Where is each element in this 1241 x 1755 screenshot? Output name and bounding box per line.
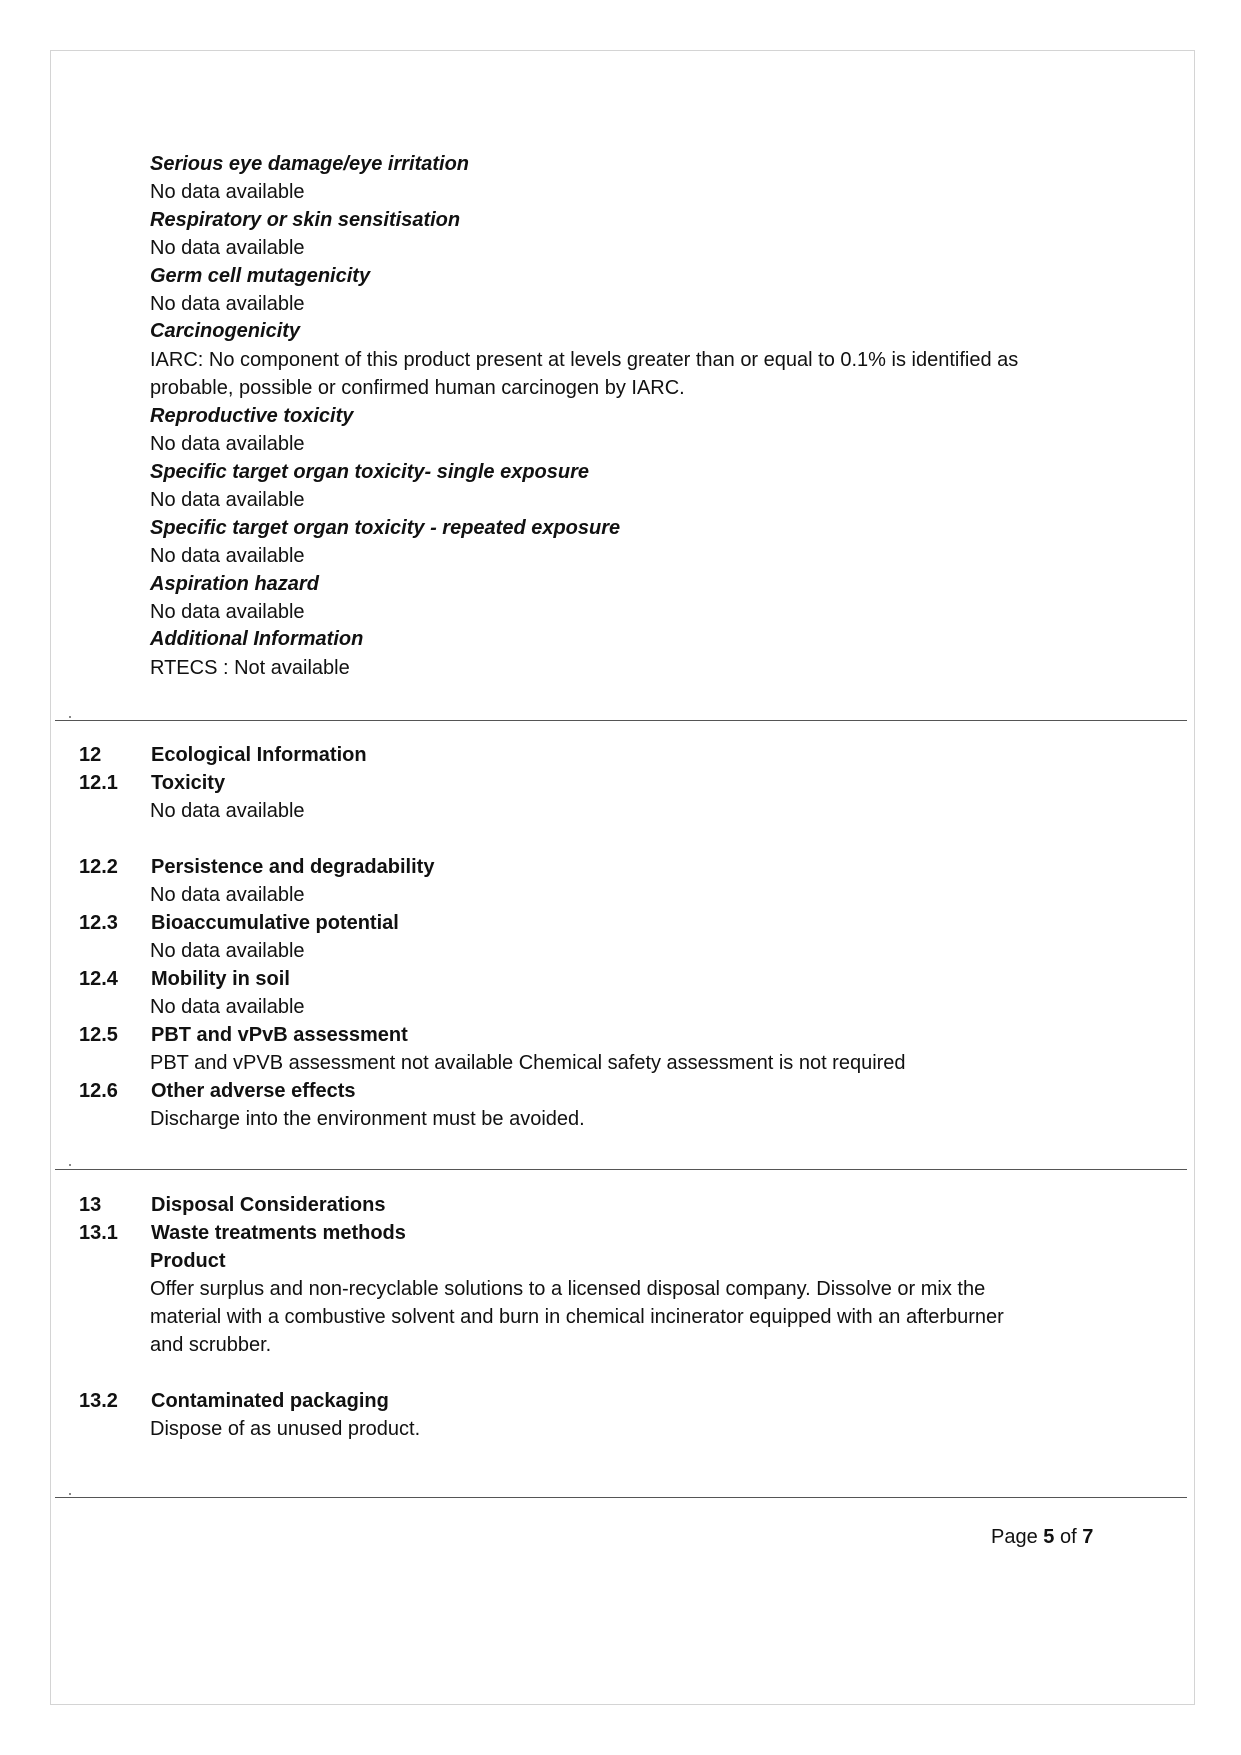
heading-reproductive: Reproductive toxicity [150, 405, 354, 427]
text-waste-3: and scrubber. [150, 1334, 272, 1356]
subsection-title-pbt: PBT and vPvB assessment [151, 1024, 408, 1046]
heading-eye-irritation: Serious eye damage/eye irritation [150, 153, 470, 175]
page-current: 5 [1043, 1526, 1055, 1548]
text-stot-single: No data available [150, 489, 305, 511]
text-reproductive: No data available [150, 433, 305, 455]
rule-marker [69, 1493, 71, 1495]
text-eye-irritation: No data available [150, 181, 305, 203]
text-waste-2: material with a combustive solvent and burn in chemical incinerator equipped with an afterburner [150, 1306, 1004, 1328]
text-waste-1: Offer surplus and non-recyclable solutions to a licensed disposal company. Dissolve or mix the [150, 1278, 986, 1300]
text-mobility: No data available [150, 996, 305, 1018]
heading-carcinogenicity: Carcinogenicity [150, 320, 301, 342]
text-carcinogenicity-2: probable, possible or confirmed human carcinogen by IARC. [150, 377, 685, 399]
text-rtecs: RTECS : Not available [150, 657, 350, 679]
page-number [991, 1523, 1093, 1551]
section-13-title: Disposal Considerations [151, 1194, 386, 1216]
subsection-number: 12.5 [79, 1024, 118, 1046]
subsection-title-packaging: Contaminated packaging [151, 1390, 389, 1412]
page-prefix: Page [991, 1526, 1044, 1548]
heading-aspiration: Aspiration hazard [150, 573, 319, 595]
text-persistence: No data available [150, 884, 305, 906]
text-carcinogenicity-1: IARC: No component of this product present at levels greater than or equal to 0.1% is identified as [150, 349, 1019, 371]
subheading-product: Product [150, 1250, 226, 1272]
subsection-title-toxicity: Toxicity [151, 772, 226, 794]
subsection-number: 12.4 [79, 968, 118, 990]
text-adverse: Discharge into the environment must be avoided. [150, 1108, 585, 1130]
heading-mutagenicity: Germ cell mutagenicity [150, 265, 371, 287]
subsection-title-mobility: Mobility in soil [151, 968, 290, 990]
section-12-title: Ecological Information [151, 744, 367, 766]
heading-sensitisation: Respiratory or skin sensitisation [150, 209, 461, 231]
subsection-number: 12.3 [79, 912, 118, 934]
text-pbt: PBT and vPVB assessment not available Chemical safety assessment is not required [150, 1052, 906, 1074]
text-bioaccumulative: No data available [150, 940, 305, 962]
text-sensitisation: No data available [150, 237, 305, 259]
subsection-number: 12.6 [79, 1080, 118, 1102]
heading-stot-repeated: Specific target organ toxicity - repeated exposure [150, 517, 621, 539]
text-toxicity: No data available [150, 800, 305, 822]
section-12-number: 12 [79, 744, 102, 766]
text-aspiration: No data available [150, 601, 305, 623]
heading-stot-single: Specific target organ toxicity- single exposure [150, 461, 590, 483]
text-stot-repeated: No data available [150, 545, 305, 567]
subsection-number: 12.1 [79, 772, 118, 794]
text-mutagenicity: No data available [150, 293, 305, 315]
heading-additional-info: Additional Information [150, 628, 364, 650]
subsection-number: 12.2 [79, 856, 118, 878]
rule-marker [69, 716, 71, 718]
subsection-number: 13.2 [79, 1390, 118, 1412]
section-divider [55, 720, 1187, 721]
subsection-title-persistence: Persistence and degradability [151, 856, 435, 878]
section-divider [55, 1169, 1187, 1170]
subsection-title-adverse: Other adverse effects [151, 1080, 356, 1102]
subsection-title-bioaccumulative: Bioaccumulative potential [151, 912, 399, 934]
page-total: 7 [1082, 1526, 1094, 1548]
section-13-number: 13 [79, 1194, 102, 1216]
section-divider [55, 1497, 1187, 1498]
text-packaging: Dispose of as unused product. [150, 1418, 421, 1440]
rule-marker [69, 1164, 71, 1166]
subsection-number: 13.1 [79, 1222, 118, 1244]
subsection-title-waste: Waste treatments methods [151, 1222, 406, 1244]
page-separator: of [1054, 1526, 1083, 1548]
